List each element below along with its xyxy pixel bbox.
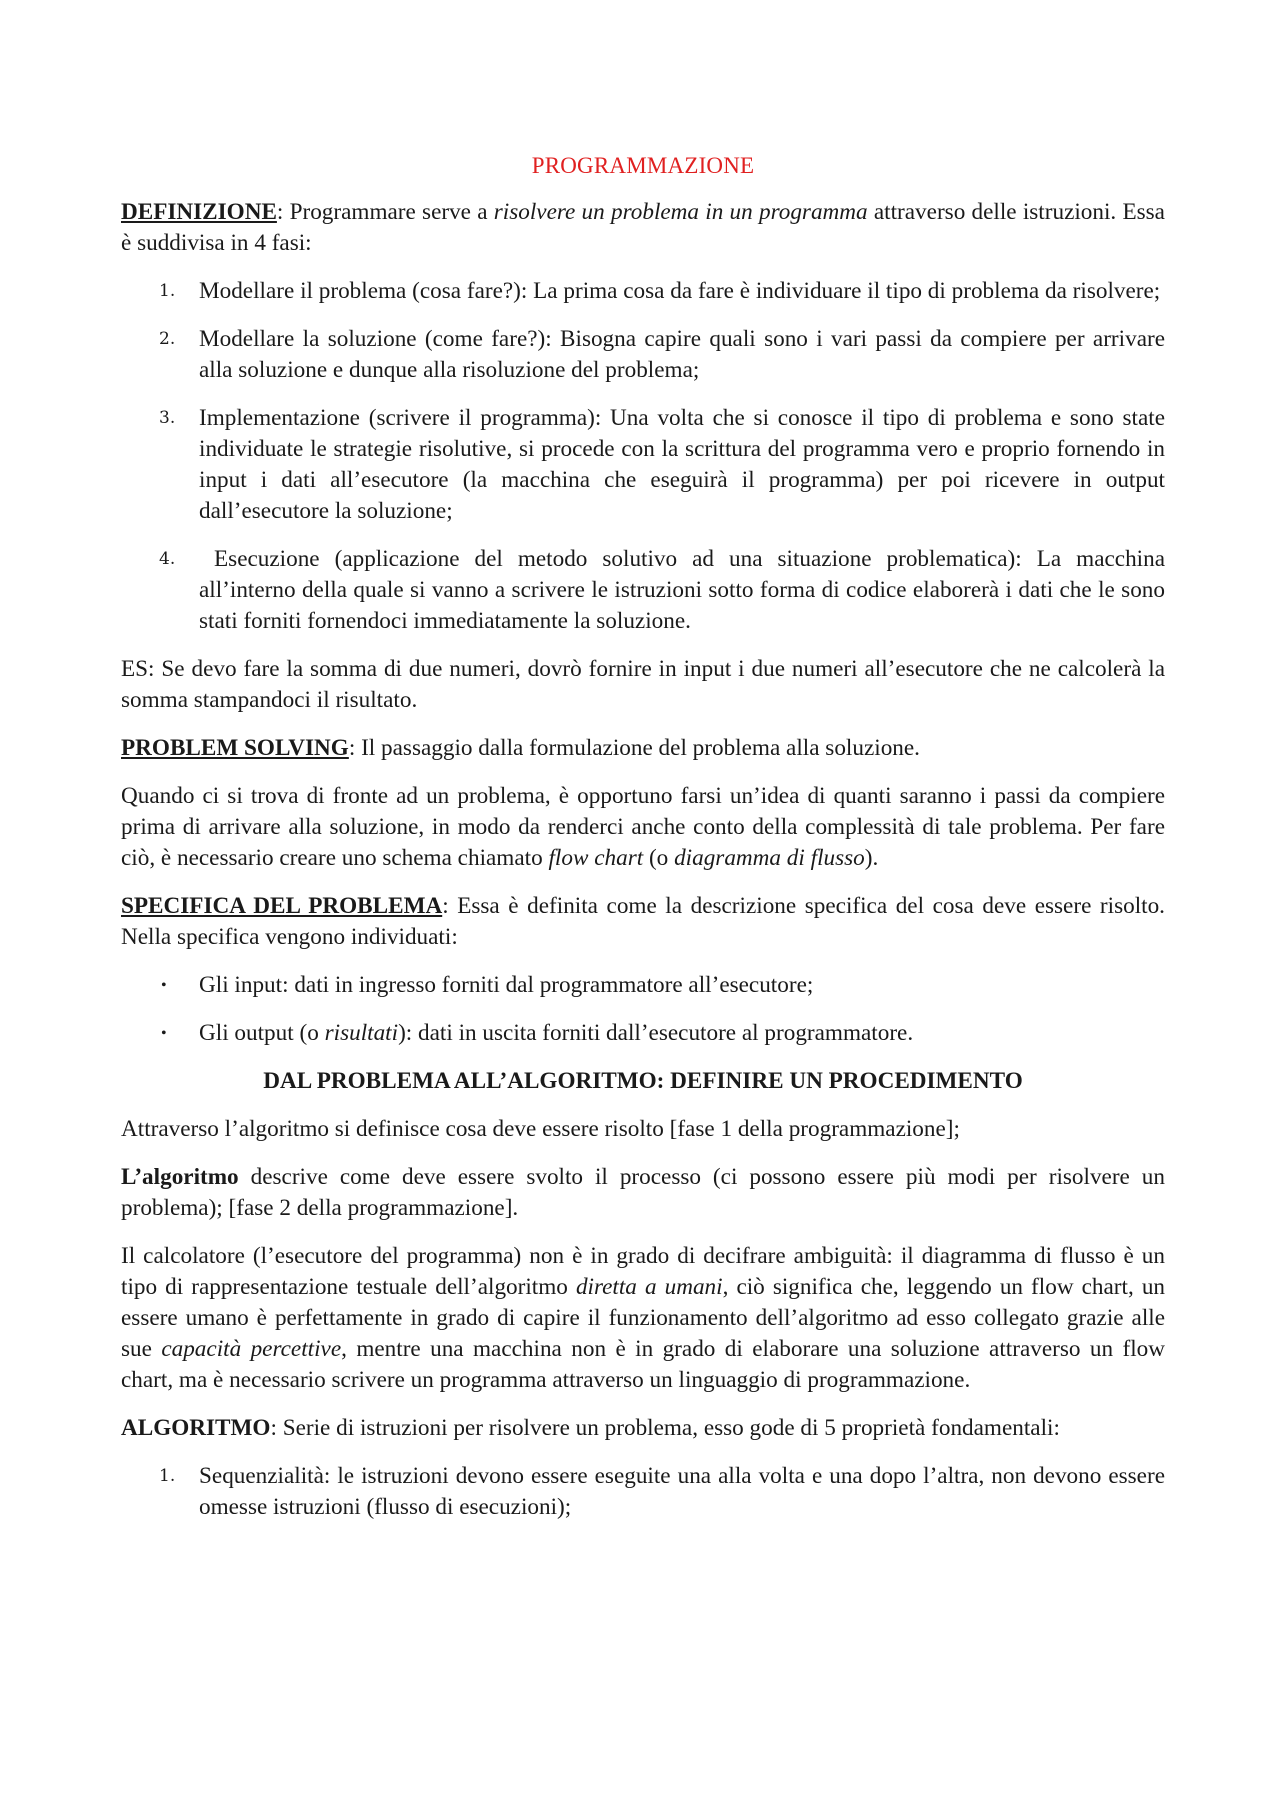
bullet-icon: • <box>161 1025 167 1042</box>
definizione-italic: risolvere un problema in un programma <box>493 199 868 225</box>
calcolatore-text-c: , mentre una macchina non è in grado di elaborare una soluzione attraverso un flow chart, ma è necessario scrivere un programma attraverso un linguaggio di programmazione. <box>121 1336 1165 1393</box>
list-item <box>121 544 1171 637</box>
page-title: PROGRAMMAZIONE <box>531 153 755 178</box>
definizione-text-b: attraverso delle istruzioni. Essa è suddivisa in 4 fasi: <box>121 199 1165 256</box>
esempio-paragraph: ES: Se devo fare la somma di due numeri, dovrò fornire in input i due numeri all’esecutore che ne calcolerà la somma stampandoci il risultato. <box>121 656 1165 713</box>
algoritmo-paragraph <box>121 1413 1165 1444</box>
problem-solving-paragraph <box>121 733 1165 764</box>
list-number: 1. <box>159 1466 176 1486</box>
list-item <box>121 970 1165 1001</box>
problem-solving-term: PROBLEM SOLVING <box>121 735 349 761</box>
lalgoritmo-text: descrive come deve essere svolto il processo (ci possono essere più modi per risolvere un problema); [fase 2 della programmazione]. <box>121 1164 1165 1221</box>
phases-list <box>121 276 1171 637</box>
section-heading: DAL PROBLEMA ALL’ALGORITMO: DEFINIRE UN PROCEDIMENTO <box>263 1068 1023 1094</box>
list-item <box>121 403 1165 527</box>
list-number: 3. <box>159 408 176 428</box>
list-text: Modellare la soluzione (come fare?): Bisogna capire quali sono i vari passi da compiere per arrivare alla soluzione e dunque alla risoluzione del problema; <box>199 326 1165 383</box>
list-number: 4. <box>159 549 176 569</box>
flow-chart-paragraph <box>121 781 1165 874</box>
list-text: Implementazione (scrivere il programma): Una volta che si conosce il tipo di problema e sono state individuate le strategie risolutive, si procede con la scrittura del programma vero e proprio fornendo in input i dati all’esecutore (la macchina che eseguirà il programma) per poi ricevere in output dall’esecutore la soluzione; <box>199 405 1165 524</box>
bullet-icon: • <box>161 977 167 994</box>
bullet-text-a: Gli output (o <box>199 1020 325 1046</box>
problem-solving-text: : Il passaggio dalla formulazione del problema alla soluzione. <box>348 735 920 761</box>
flow-text-b: (o <box>643 845 675 871</box>
flow-italic-b: diagramma di flusso <box>674 845 865 871</box>
lalgoritmo-paragraph <box>121 1162 1165 1224</box>
list-text: Esecuzione (applicazione del metodo solutivo ad una situazione problematica): La macchina all’interno della quale si vanno a scrivere le istruzioni sotto forma di codice elaborerà i dati che le sono stati forniti fornendoci immediatamente la soluzione. <box>199 546 1171 634</box>
definizione-term: DEFINIZIONE <box>121 199 277 225</box>
list-item <box>121 276 1165 307</box>
list-number: 2. <box>159 329 176 349</box>
specifica-text: : Essa è definita come la descrizione specifica del cosa deve essere risolto. Nella specifica vengono individuati: <box>121 893 1165 950</box>
flow-italic-a: flow chart <box>548 845 644 871</box>
algoritmo-text: : Serie di istruzioni per risolvere un problema, esso gode di 5 proprietà fondamentali: <box>270 1415 1060 1441</box>
bullet-italic: risultati <box>324 1020 399 1046</box>
calcolatore-italic-a: diretta a umani <box>575 1274 723 1300</box>
calcolatore-paragraph <box>121 1241 1165 1396</box>
specifica-bullet-list <box>121 970 1165 1049</box>
properties-list <box>121 1461 1165 1523</box>
lalgoritmo-term: L’algoritmo <box>121 1164 239 1190</box>
specifica-term: SPECIFICA DEL PROBLEMA <box>121 893 443 919</box>
calcolatore-text-b: , ciò significa che, leggendo un flow chart, un essere umano è perfettamente in grado di capire il funzionamento dell’algoritmo ad esso collegato grazie alle sue <box>121 1274 1166 1362</box>
list-item <box>121 1461 1165 1523</box>
flow-text-a: Quando ci si trova di fronte ad un problema, è opportuno farsi un’idea di quanti saranno i passi da compiere prima di arrivare alla soluzione, in modo da renderci anche conto della complessità di tale problema. Per fare ciò, è necessario creare uno schema chiamato <box>121 783 1165 871</box>
calcolatore-italic-b: capacità percettive <box>161 1336 342 1362</box>
algoritmo-term: ALGORITMO <box>121 1415 271 1441</box>
bullet-text-a: Gli input: dati in ingresso forniti dal programmatore all’esecutore; <box>199 972 814 998</box>
flow-text-c: ). <box>864 845 879 871</box>
definizione-text-a: : Programmare serve a <box>276 199 494 225</box>
definizione-paragraph <box>121 197 1165 259</box>
attraverso-paragraph: Attraverso l’algoritmo si definisce cosa deve essere risolto [fase 1 della programmazione]; <box>121 1116 960 1142</box>
list-item <box>121 324 1165 386</box>
list-text: Sequenzialità: le istruzioni devono essere eseguite una alla volta e una dopo l’altra, non devono essere omesse istruzioni (flusso di esecuzioni); <box>199 1463 1165 1520</box>
list-item <box>121 1018 1165 1049</box>
bullet-text-b: ): dati in uscita forniti dall’esecutore al programmatore. <box>398 1020 914 1046</box>
list-number: 1. <box>159 281 176 301</box>
calcolatore-text-a: Il calcolatore (l’esecutore del programma) non è in grado di decifrare ambiguità: il diagramma di flusso è un tipo di rappresentazione testuale dell’algoritmo <box>121 1243 1165 1300</box>
specifica-paragraph <box>121 891 1165 953</box>
list-text: Modellare il problema (cosa fare?): La prima cosa da fare è individuare il tipo di problema da risolvere; <box>199 278 1161 304</box>
